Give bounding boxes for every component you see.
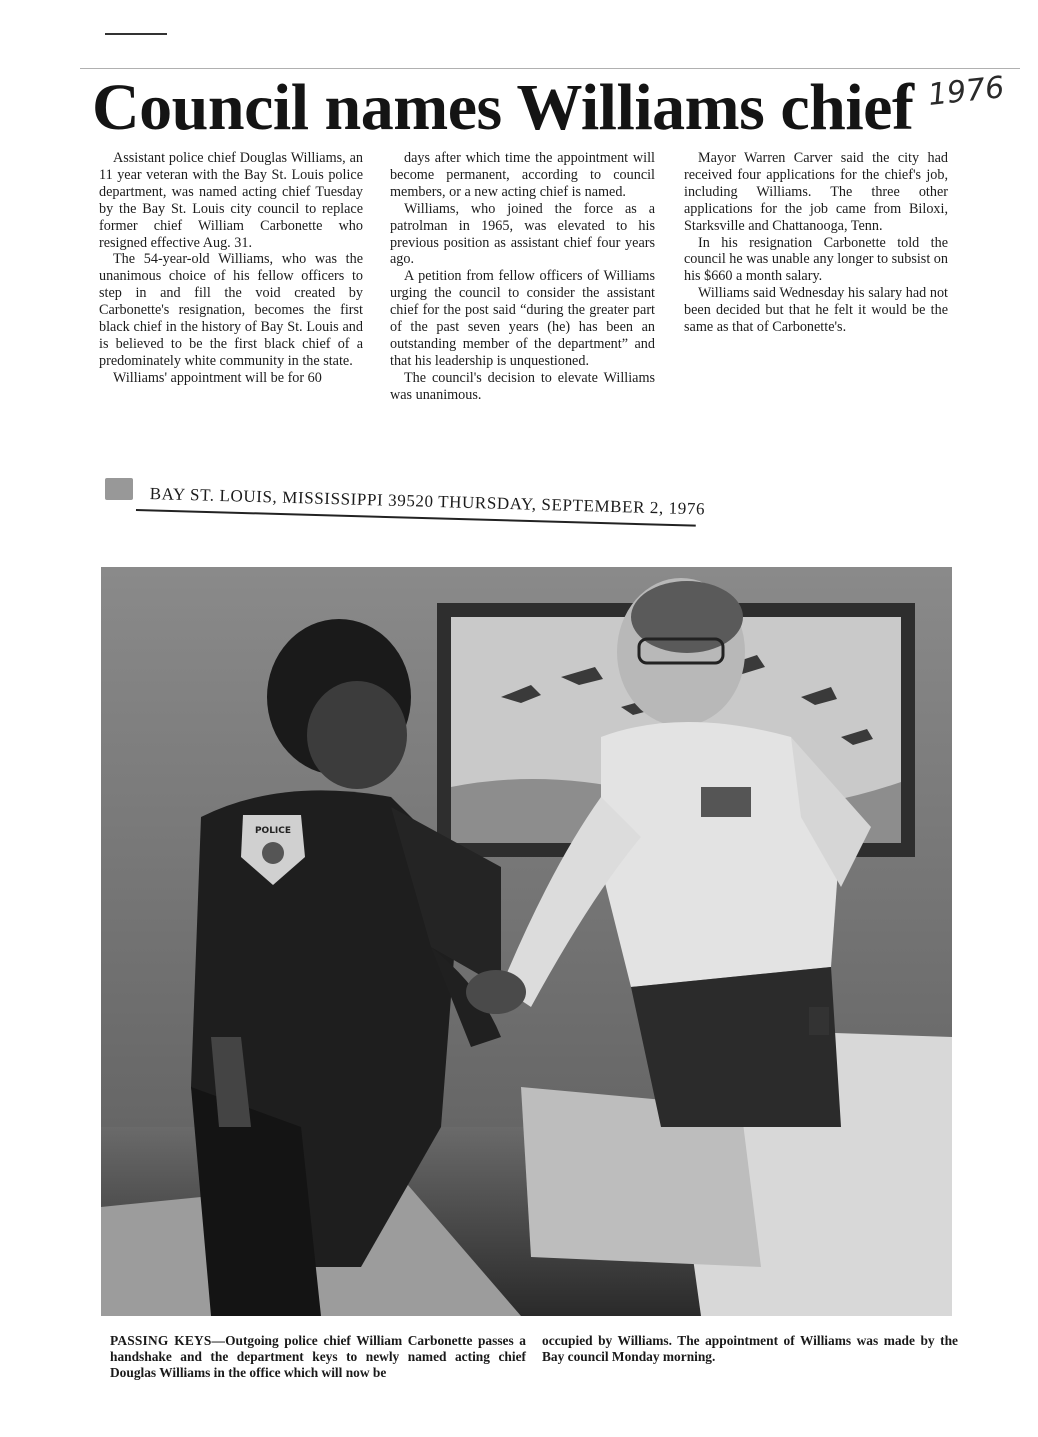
article-column-3 [684, 150, 948, 336]
handshake [466, 970, 526, 1014]
article-column-1 [99, 150, 363, 387]
patch-text: POLICE [254, 826, 292, 836]
photo-illustration [101, 567, 952, 1316]
photo-caption-right [542, 1333, 958, 1365]
badge [701, 787, 751, 817]
dateline: BAY ST. LOUIS, MISSISSIPPI 39520 THURSDAY, SEPTEMBER 2, 1976 [149, 484, 706, 519]
paragraph: Assistant police chief Douglas Williams, an 11 year veteran with the Bay St. Louis police department, was named acting chief Tuesday by the Bay St. Louis city council to replace former chief William Carbonette who resigned effective Aug. 31. [99, 150, 363, 251]
print-smudge [105, 478, 133, 500]
paragraph: The council's decision to elevate Williams was unanimous. [390, 369, 655, 403]
wristwatch [809, 1007, 829, 1035]
paragraph: The 54-year-old Williams, who was the unanimous choice of his fellow officers to step in and fill the void created by Carbonette's resignation, becomes the first black chief in the history of Bay St. Louis and is believed to be the first black chief of a predominately white community in the state. [99, 251, 363, 369]
paragraph: Mayor Warren Carver said the city had received four applications for the chief's job, including Williams. The three other applications for the job came from Biloxi, Starksville and Chattanooga, Tenn. [684, 150, 948, 234]
paragraph: Williams, who joined the force as a patrolman in 1965, was elevated to his previous position as assistant chief four years ago. [390, 200, 655, 268]
headline: Council names Williams chief [92, 71, 914, 144]
paragraph: A petition from fellow officers of Williams urging the council to consider the assistant chief for the post said “during the greater part of the past seven years (he) has been an outstanding member of the department” and that his leadership is unquestioned. [390, 268, 655, 369]
paragraph: Williams said Wednesday his salary had not been decided but that he felt it would be the same as that of Carbonette's. [684, 285, 948, 336]
top-rule [105, 33, 167, 35]
caption-text-2: occupied by Williams. The appointment of Williams was made by the Bay council Monday morning. [542, 1333, 958, 1365]
news-photo [101, 567, 952, 1316]
caption-text-1: Outgoing police chief William Carbonette passes a handshake and the department keys to newly named acting chief Douglas Williams in the office which will now be [110, 1333, 526, 1381]
paragraph: In his resignation Carbonette told the council he was unable any longer to subsist on his $660 a month salary. [684, 234, 948, 285]
photo-caption-left [110, 1333, 526, 1382]
paragraph: Williams' appointment will be for 60 [113, 369, 322, 386]
paragraph: days after which time the appointment will become permanent, according to council members, or a new acting chief is named. [390, 150, 655, 200]
article-column-2 [390, 150, 655, 404]
caption-lead: PASSING KEYS— [110, 1333, 226, 1348]
handwritten-year: 1976 [926, 70, 1006, 113]
